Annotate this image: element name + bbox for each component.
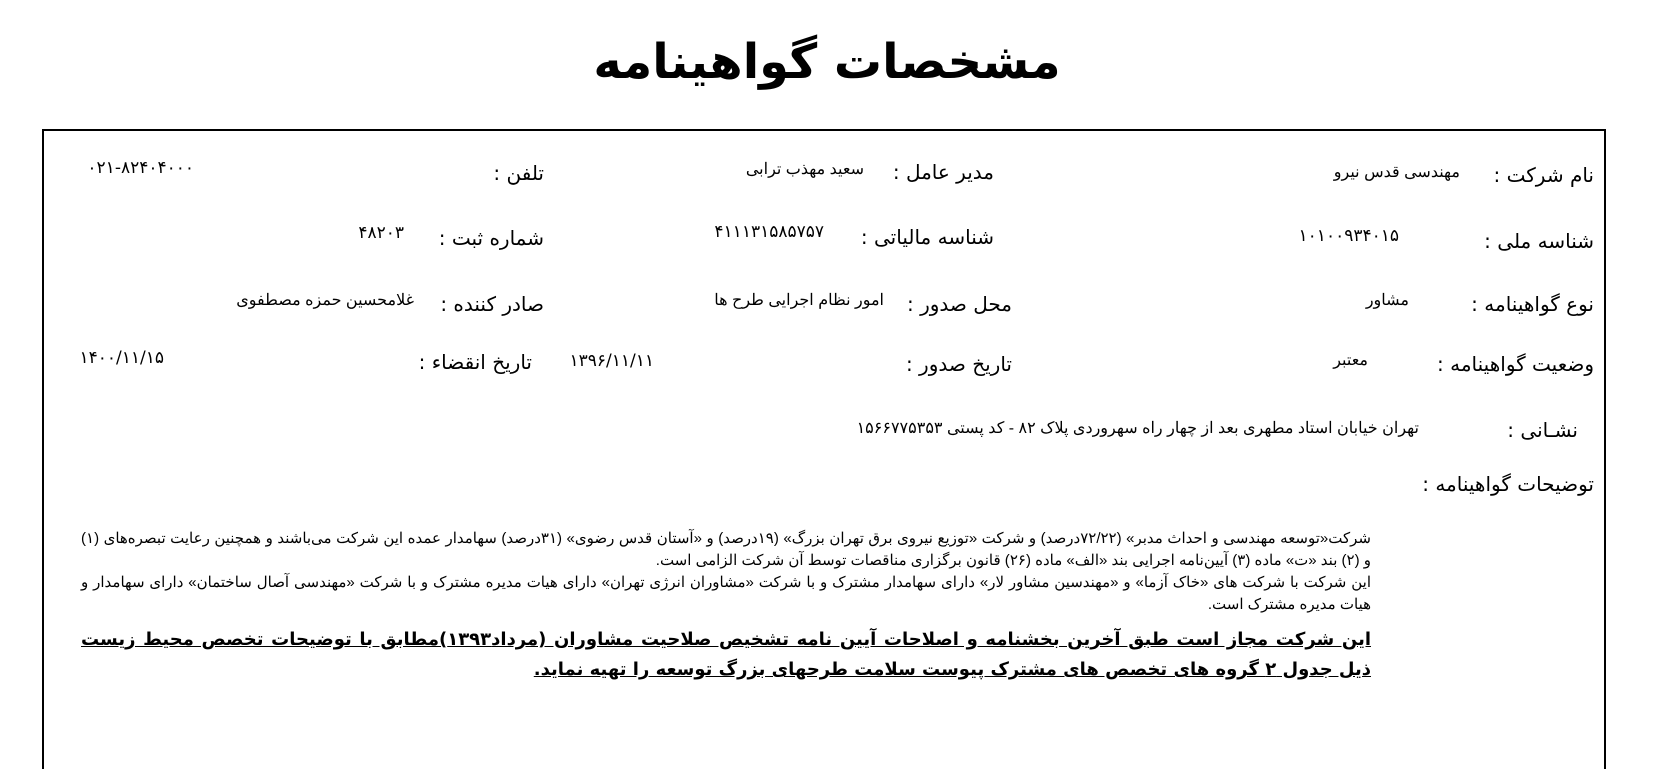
address-value: تهران خیابان استاد مطهری بعد از چهار راه سهروردی پلاک ۸۲ - کد پستی ۱۵۶۶۷۷۵۳۵۳ xyxy=(856,420,1419,437)
description-label: توضیحات گواهینامه : xyxy=(1422,472,1594,496)
issue-date-label: تاریخ صدور : xyxy=(905,352,1012,376)
issue-place-value: امور نظام اجرایی طرح ها xyxy=(714,292,884,309)
issue-date-value: ۱۳۹۶/۱۱/۱۱ xyxy=(569,351,654,371)
ceo-label: مدیر عامل : xyxy=(892,160,994,184)
cert-type-value: مشاور xyxy=(1365,292,1409,309)
cert-status-label: وضعیت گواهینامه : xyxy=(1437,352,1594,376)
cert-type-label: نوع گواهینامه : xyxy=(1471,292,1594,316)
page-title: مشخصات گواهینامه xyxy=(593,34,1061,90)
phone-value: ۰۲۱-۸۲۴۰۴۰۰۰ xyxy=(87,158,194,178)
authorization-note: این شرکت مجاز است طبق آخرین بخشنامه و اصلاحات آیین نامه تشخیص صلاحیت مشاوران (مرداد۱۳۹۳)مطابق با توضیحات تخصص محیط زیست ذیل جدول ۲ گروه های تخصص های مشترک پیوست سلامت طرحهای بزرگ توسعه را تهیه نماید. xyxy=(81,629,1371,680)
issue-place-label: محل صدور : xyxy=(906,292,1012,316)
issuer-value: غلامحسین حمزه مصطفوی xyxy=(236,292,414,309)
issuer-label: صادر کننده : xyxy=(440,292,544,316)
address-label: نشـانی : xyxy=(1507,418,1578,442)
tax-id-label: شناسه مالیاتی : xyxy=(860,225,994,249)
phone-label: تلفن : xyxy=(493,161,544,185)
expiry-date-label: تاریخ انقضاء : xyxy=(418,350,532,374)
cert-status-value: معتبر xyxy=(1333,352,1368,369)
expiry-date-value: ۱۴۰۰/۱۱/۱۵ xyxy=(79,348,164,368)
national-id-value: ۱۰۱۰۰۹۳۴۰۱۵ xyxy=(1298,226,1399,246)
reg-number-label: شماره ثبت : xyxy=(438,226,544,250)
description-paragraph-1: شرکت«توسعه مهندسی و احداث مدبر» (۷۲/۲۲درصد) و شرکت «توزیع نیروی برق تهران بزرگ» (۱۹درصد) و «آستان قدس رضوی» (۳۱درصد) سهامدار عمده این شرکت می‌باشند و همچنین رعایت تبصره‌های (۱) و (۲) بند «ت» ماده (۳) آیین‌نامه اجرایی بند «الف» ماده (۲۶) قانون برگزاری مناقصات توسط آن شرکت الزامی است. xyxy=(81,530,1371,569)
company-name-value: مهندسی قدس نیرو xyxy=(1333,164,1460,181)
reg-number-value: ۴۸۲۰۳ xyxy=(358,223,404,243)
description-paragraph-2: این شرکت با شرکت های «خاک آزما» و «مهندسین مشاور لار» دارای سهامدار مشترک و با شرکت «مشاوران انرژی تهران» دارای هیات مدیره مشترک و با شرکت «مهندسی آصال ساختمان» دارای سهامدار و هیات مدیره مشترک است. xyxy=(81,574,1371,613)
description-text xyxy=(81,528,1371,616)
national-id-label: شناسه ملی : xyxy=(1484,229,1594,253)
ceo-value: سعید مهذب ترابی xyxy=(745,161,864,178)
tax-id-value: ۴۱۱۱۳۱۵۸۵۷۵۷ xyxy=(714,222,824,242)
company-name-label: نام شرکت : xyxy=(1493,163,1594,187)
